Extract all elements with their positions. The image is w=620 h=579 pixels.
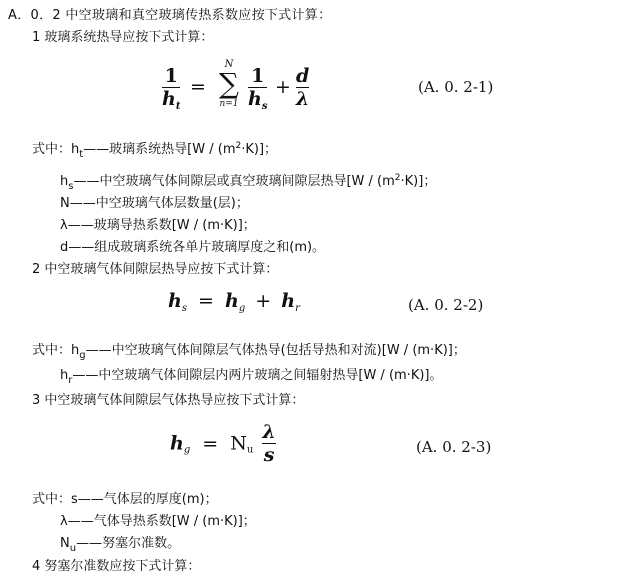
item-2-title: 2 中空玻璃气体间隙层热导应按下式计算： xyxy=(32,262,279,277)
def-Nu: $N_u——$努塞尔准数。 xyxy=(60,536,181,554)
item-1-title: 1 玻璃系统热导应按下式计算： xyxy=(32,30,214,45)
item-4-title: 4 努塞尔准数应按下式计算： xyxy=(32,559,201,574)
eq1-sum-bottom: n=1 xyxy=(219,99,239,109)
eq1-d-num: d xyxy=(296,65,310,87)
eq1-lhs-fraction xyxy=(162,66,180,117)
eq1-lhs-den: $h_t$ xyxy=(162,88,181,112)
eq1-lhs-num: 1 xyxy=(164,65,178,87)
eq1-sum-symbol: ∑ xyxy=(219,67,239,100)
eq1-hs-num: 1 xyxy=(251,65,265,87)
where-3-s: 式中：s——气体层的厚度(m)； xyxy=(32,492,218,507)
def-hs: $h_s——$中空玻璃气体间隙层或真空玻璃间隙层热导$[W / (m^2\cdot K)]$； xyxy=(60,173,437,192)
eq1-sum xyxy=(216,60,242,110)
eq1-lambda-den: λ xyxy=(296,88,310,110)
equation-1-number: (A. 0. 2-1) xyxy=(418,78,494,96)
equation-2: $h_s = h_g + h_r$ xyxy=(168,290,300,314)
eq1-equals: = xyxy=(190,76,206,98)
eq1-plus: + xyxy=(275,76,291,98)
def-hr: $h_r——$中空玻璃气体间隙层内两片玻璃之间辐射热导[W / (m·K)]。 xyxy=(60,368,443,386)
where-2-hg: 式中：$h_g——$中空玻璃气体间隙层气体热导(包括导热和对流)[W / (m·K)]； xyxy=(32,343,466,361)
eq1-hs-den: $h_s$ xyxy=(248,88,268,112)
item-3-title: 3 中空玻璃气体间隙层气体热导应按下式计算： xyxy=(32,393,305,408)
def-lambda-2: λ——气体导热系数[W / (m·K)]； xyxy=(60,514,256,529)
def-lambda: λ——玻璃导热系数[W / (m·K)]； xyxy=(60,218,256,233)
equation-1 xyxy=(162,60,432,120)
eq1-hs-fraction xyxy=(248,66,267,117)
eq1-sum-top: N xyxy=(224,59,234,70)
def-N: N——中空玻璃气体层数量(层)； xyxy=(60,196,249,211)
def-d: d——组成玻璃系统各单片玻璃厚度之和(m)。 xyxy=(60,240,326,255)
equation-3-number: (A. 0. 2-3) xyxy=(416,438,492,456)
eq1-d-fraction xyxy=(296,66,309,109)
equation-2-number: (A. 0. 2-2) xyxy=(408,296,484,314)
equation-3: $h_g = N_u$ $\frac{\lambda}{s}$ xyxy=(170,421,276,466)
where-1-ht: 式中：$h_t——$玻璃系统热导$[W / (m^2\cdot K)]$； xyxy=(32,141,278,160)
section-heading: A．0．2 中空玻璃和真空玻璃传热系数应按下式计算： xyxy=(8,8,332,23)
